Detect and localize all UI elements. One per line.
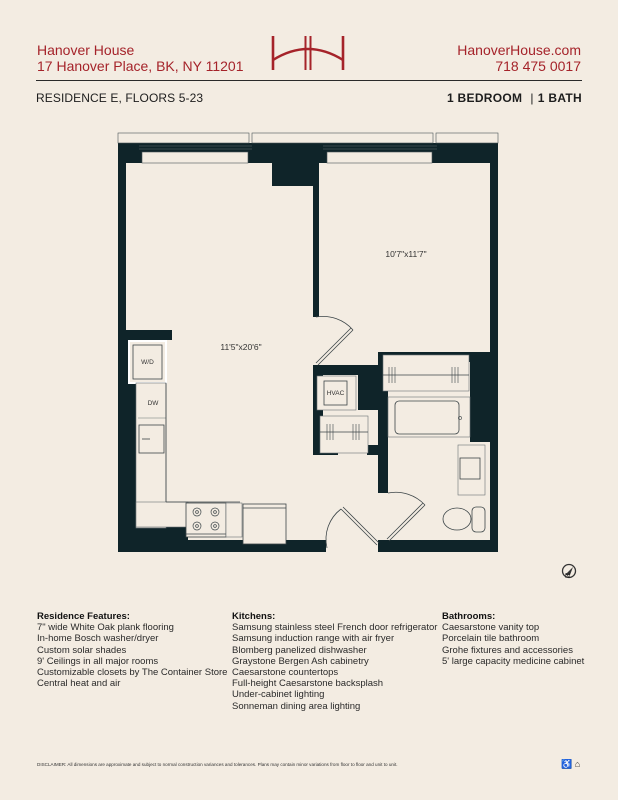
compass-north-label: N [565,573,571,580]
refrigerator-icon [243,504,286,544]
bedroom-count: 1 BEDROOM [446,91,523,105]
phone-number[interactable]: 718 475 0017 [495,58,581,74]
hvac-label: HVAC [326,390,345,397]
bathroom-door[interactable] [387,492,425,541]
entry-door[interactable] [326,507,379,548]
dishwasher-label: DW [147,400,159,407]
building-name: Hanover House [37,42,135,58]
list-item: Porcelain tile bathroom [442,633,540,645]
bath-count: 1 BATH [537,91,582,105]
bedroom-door[interactable] [316,316,353,365]
list-item: Caesarstone countertops [232,667,339,679]
residence-features-title: Residence Features: [37,611,130,622]
living-room-dimensions: 11'5"x20'6" [220,342,262,352]
bathroom-features-title: Bathrooms: [442,611,496,622]
list-item: Under-cabinet lighting [232,689,325,701]
list-item: Full-height Caesarstone backsplash [232,678,384,690]
list-item: Customizable closets by The Container Store [37,667,228,679]
list-item: 7" wide White Oak plank flooring [37,622,174,634]
kitchen-features [232,611,437,712]
list-item: Grohe fixtures and accessories [442,644,573,656]
bedroom-closet [383,355,469,391]
list-item: Graystone Bergen Ash cabinetry [232,655,369,667]
list-item: 9' Ceilings in all major rooms [37,655,159,667]
bathtub [388,397,470,437]
list-item: Sonneman dining area lighting [232,700,361,712]
list-item: Blomberg panelized dishwasher [232,644,367,656]
accessibility-equal-housing-icon: ♿ ⌂ [561,759,581,769]
summary-separator: | [530,91,534,105]
bedroom-dimensions: 10'7"x11'7" [385,249,427,259]
list-item: Central heat and air [37,678,121,690]
list-item: Custom solar shades [37,644,127,656]
walls [118,143,498,552]
kitchen-features-title: Kitchens: [232,611,276,622]
residence-title: RESIDENCE E, FLOORS 5-23 [36,91,204,105]
north-compass-icon [559,556,579,586]
building-address: 17 Hanover Place, BK, NY 11201 [37,58,244,74]
list-item: In-home Bosch washer/dryer [37,633,159,645]
website-link[interactable]: HanoverHouse.com [457,42,581,58]
wd-label: W/D [141,359,154,366]
vanity [458,445,485,495]
range-cooktop-icon [186,503,226,537]
toilet-icon [443,507,485,532]
list-item: 5' large capacity medicine cabinet [442,655,585,667]
list-item: Caesarstone vanity top [442,622,540,634]
bathroom-features [442,611,584,667]
disclaimer-text: DISCLAIMER: All dimensions are approximate and subject to normal construction variances and tolerances. Plans may contain minor variations from floor to floor and unit to unit. [37,762,398,767]
list-item: Samsung stainless steel French door refrigerator [232,622,438,634]
hall-closet [320,416,368,453]
list-item: Samsung induction range with air fryer [232,633,395,645]
residence-features [37,611,227,689]
